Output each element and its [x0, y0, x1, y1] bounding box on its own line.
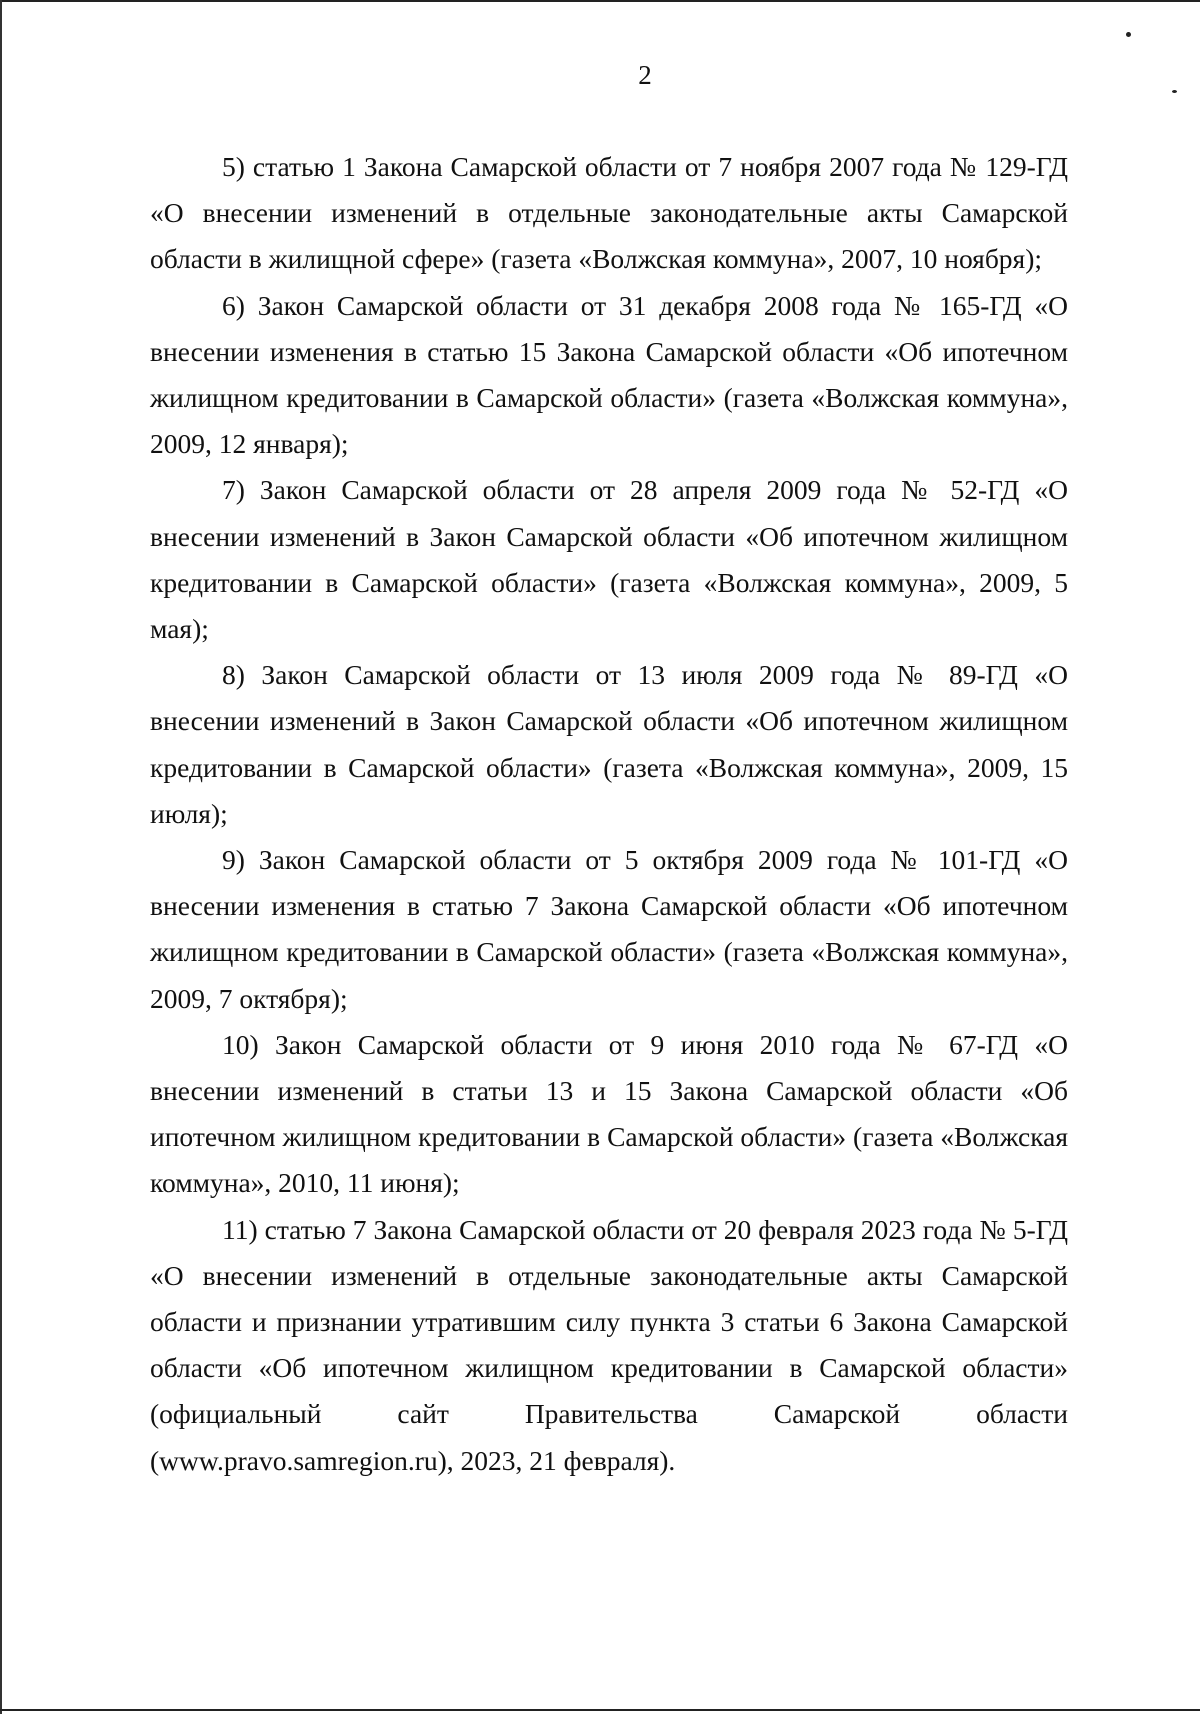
- document-body: [150, 144, 1068, 1484]
- list-item-11: 11) статью 7 Закона Самарской области от 20 февраля 2023 года № 5-ГД «О внесении изменений в отдельные законодательные акты Самарской области и признании утратившим силу пункта 3 статьи 6 Закона Самарской области «Об ипотечном жилищном кредитовании в Самарской области» (официальный сайт Правительства Самарской области (www.pravo.samregion.ru), 2023, 21 февраля).: [150, 1213, 1068, 1476]
- scan-bottom-edge: [0, 1709, 1200, 1711]
- list-item-9: 9) Закон Самарской области от 5 октября 2009 года № 101-ГД «О внесении изменения в статью 7 Закона Самарской области «Об ипотечном жилищном кредитовании в Самарской области» (газета «Волжская коммуна», 2009, 7 октября);: [150, 844, 1068, 1014]
- list-item-7: 7) Закон Самарской области от 28 апреля 2009 года № 52-ГД «О внесении изменений в Закон Самарской области «Об ипотечном жилищном кредитовании в Самарской области» (газета «Волжская коммуна», 2009, 5 мая);: [150, 474, 1068, 645]
- list-item-8: 8) Закон Самарской области от 13 июля 2009 года № 89-ГД «О внесении изменений в Закон Самарской области «Об ипотечном жилищном кредитовании в Самарской области» (газета «Волжская коммуна», 2009, 15 июля);: [150, 659, 1068, 829]
- scan-speck: [1126, 32, 1131, 37]
- scan-top-edge: [0, 0, 1200, 2]
- list-item-10: 10) Закон Самарской области от 9 июня 2010 года № 67-ГД «О внесении изменений в статьи 13 и 15 Закона Самарской области «Об ипотечном жилищном кредитовании в Самарской области» (газета «Волжская коммуна», 2010, 11 июня);: [150, 1028, 1068, 1199]
- scan-left-edge: [0, 0, 2, 1714]
- list-item-5: 5) статью 1 Закона Самарской области от 7 ноября 2007 года № 129-ГД «О внесении изменений в отдельные законодательные акты Самарской области в жилищной сфере» (газета «Волжская коммуна», 2007, 10 ноября);: [150, 151, 1068, 275]
- page-number: 2: [638, 60, 652, 90]
- list-item-6: 6) Закон Самарской области от 31 декабря 2008 года № 165-ГД «О внесении изменения в статью 15 Закона Самарской области «Об ипотечном жилищном кредитовании в Самарской области» (газета «Волжская коммуна», 2009, 12 января);: [150, 289, 1068, 460]
